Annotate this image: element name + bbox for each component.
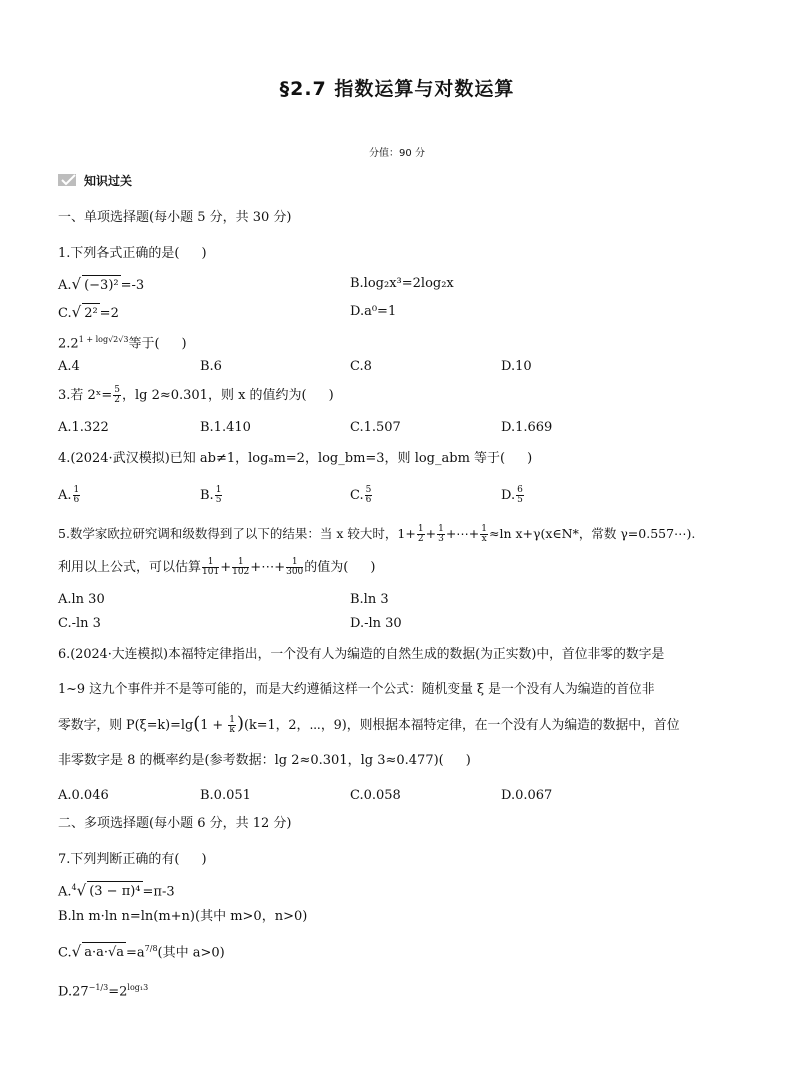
q1-option-d: D.a⁰=1 [350, 304, 397, 319]
q3-option-b: B.1.410 [200, 420, 251, 435]
q7-option-a: A.$^4$√ (3 − π)⁴ =π-3 [58, 878, 175, 902]
q4-option-a: A. $\frac{1}{6}$ [58, 485, 80, 505]
q6-option-a: A.0.046 [58, 788, 109, 803]
score-label: 分值：90 分 [369, 148, 425, 159]
q5-option-a: A.ln 30 [58, 592, 105, 607]
q6-option-b: B.0.051 [200, 788, 251, 803]
question-2-stem: $2.2^{1 + log√2√3}$等于( ) [58, 335, 187, 352]
part2-heading: 二、多项选择题(每小题 6 分，共 12 分) [58, 816, 292, 831]
q7-option-d: $D.27^{-1/3}=2^{log_13}$ [58, 983, 149, 1000]
q7-option-c: C.√ $a\cdot a\cdot√a =a^{7/8}$(其中 a>0) [58, 939, 225, 963]
question-5-line2: 利用以上公式，可以估算 $\frac{1}{101}$ + $\frac{1}{102}$ +⋯+ $\frac{1}{300}$ 的值为( ) [58, 557, 376, 577]
q2-option-d: D.10 [501, 359, 532, 374]
section-header [58, 170, 132, 190]
question-6-line1: 6.(2024·大连模拟)本福特定律指出，一个没有人为编造的自然生成的数据(为正实数)中，首位非零的数字是 [58, 647, 665, 662]
q4-option-d: D. $\frac{6}{5}$ [501, 485, 523, 505]
q1-option-c: C.√ 2² =2 [58, 302, 119, 324]
q3-option-d: D.1.669 [501, 420, 553, 435]
question-3-stem: 3.若 2ˣ= $\frac{5}{2}$ ，lg 2≈0.301，则 x 的值约为( ) [58, 385, 334, 405]
page-title: §2.7 指数运算与对数运算 [279, 78, 515, 100]
checklist-icon [58, 173, 78, 187]
q5-option-d: D.-ln 30 [350, 616, 402, 631]
section-label: 知识过关 [84, 173, 133, 188]
question-1-stem: 1.下列各式正确的是( ) [58, 246, 207, 261]
q1-option-a: A.√ (−3)² =-3 [58, 274, 144, 296]
q5-option-c: C.-ln 3 [58, 616, 101, 631]
q5-option-b: B.ln 3 [350, 592, 389, 607]
part1-heading: 一、单项选择题(每小题 5 分，共 30 分) [58, 210, 292, 225]
q2-option-a: A.4 [58, 359, 80, 374]
question-6-line4: 非零数字是 8 的概率约是(参考数据：lg 2≈0.301，lg 3≈0.477)( ) [58, 753, 471, 768]
question-5-stem: 5.数学家欧拉研究调和级数得到了以下的结果：当 x 较大时，1+ $\frac{1}{2}$ + $\frac{1}{3}$ +⋯+ $\frac{1}{x}$ ≈ln x+γ(x∈N*，常数 γ=0.557⋯). [58, 524, 696, 544]
question-4-stem: 4.(2024·武汉模拟)已知 ab≠1，logₐm=2，log_bm=3，则 log_abm 等于( ) [58, 451, 533, 466]
q1-option-b: B.log₂x³=2log₂x [350, 276, 454, 291]
q6-option-c: C.0.058 [350, 788, 401, 803]
q4-option-b: B. $\frac{1}{5}$ [200, 485, 222, 505]
q2-option-b: B.6 [200, 359, 222, 374]
question-7-stem: 7.下列判断正确的有( ) [58, 852, 207, 867]
question-6-line3: 零数字，则 P(ξ=k)=lg(1 + $\frac{1}{k}$ )(k=1，2，⋯，9)，则根据本福特定律，在一个没有人为编造的数据中，首位 [58, 713, 680, 735]
q3-option-c: C.1.507 [350, 420, 401, 435]
q7-option-b: B.ln m·ln n=ln(m+n)(其中 m>0，n>0) [58, 909, 308, 924]
q6-option-d: D.0.067 [501, 788, 553, 803]
question-6-line2: 1~9 这九个事件并不是等可能的，而是大约遵循这样一个公式：随机变量 ξ 是一个没有人为编造的首位非 [58, 682, 655, 697]
q2-option-c: C.8 [350, 359, 372, 374]
q4-option-c: C. $\frac{5}{6}$ [350, 485, 372, 505]
q3-option-a: A.1.322 [58, 420, 109, 435]
